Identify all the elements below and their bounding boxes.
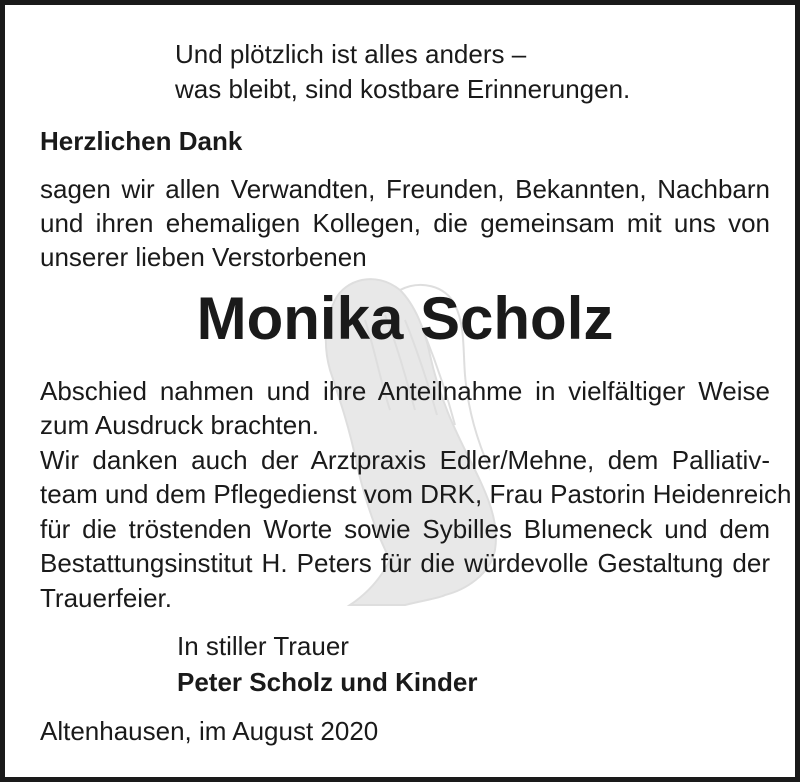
thanks-heading: Herzlichen Dank	[40, 126, 243, 156]
body-line-6: Bestattungsinstitut H. Peters für die würdevolle Gestaltung der	[40, 548, 770, 578]
deceased-name: Monika Scholz	[196, 285, 614, 352]
intro-line-3: unserer lieben Verstorbenen	[40, 242, 367, 272]
signature-line-2: Peter Scholz und Kinder	[177, 667, 478, 697]
quote-line-1: Und plötzlich ist alles anders –	[175, 39, 527, 69]
body-line-7: Trauerfeier.	[40, 583, 172, 613]
body-line-5: für die tröstenden Worte sowie Sybilles Blumeneck und dem	[40, 514, 770, 544]
body-line-1: Abschied nahmen und ihre Anteilnahme in vielfältiger Weise	[40, 376, 770, 406]
body-line-3: Wir danken auch der Arztpraxis Edler/Mehne, dem Palliativ-	[40, 445, 770, 475]
quote-line-2: was bleibt, sind kostbare Erinnerungen.	[175, 74, 631, 104]
place-date: Altenhausen, im August 2020	[40, 716, 379, 746]
intro-line-2: und ihren ehemaligen Kollegen, die gemeinsam mit uns von	[40, 208, 770, 238]
body-line-2: zum Ausdruck brachten.	[40, 410, 319, 440]
signature-line-1: In stiller Trauer	[177, 631, 349, 661]
body-line-4: team und dem Pflegedienst vom DRK, Frau Pastorin Heidenreich	[40, 479, 792, 509]
intro-line-1: sagen wir allen Verwandten, Freunden, Bekannten, Nachbarn	[40, 174, 770, 204]
